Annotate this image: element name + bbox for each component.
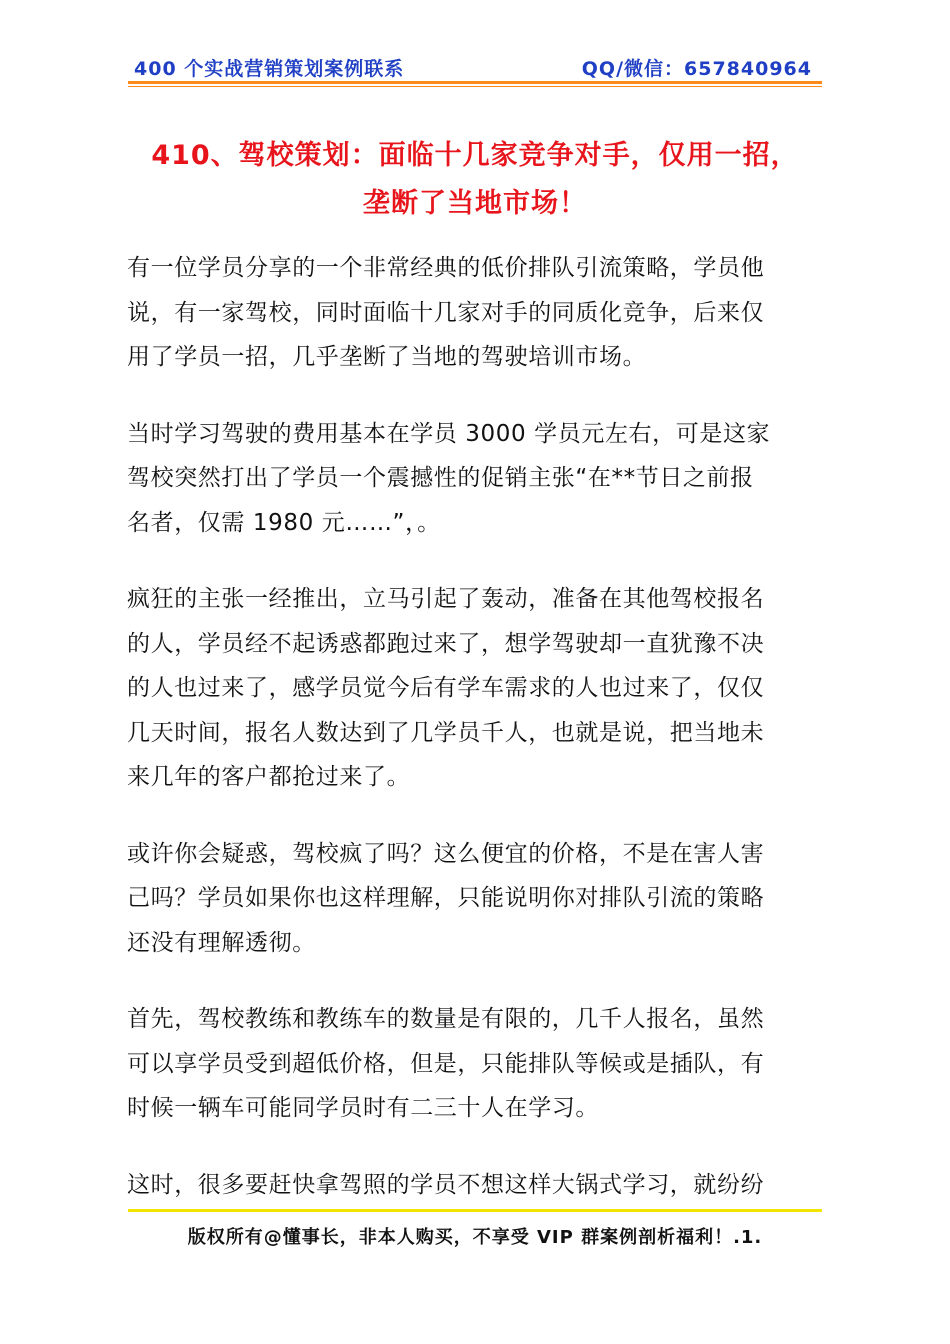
title-line-2: 垄断了当地市场！	[363, 188, 587, 219]
paragraph-line: 当时学习驾驶的费用基本在学员 3000 学员元左右，可是这家	[127, 420, 771, 447]
paragraph-3	[127, 577, 827, 800]
paragraph-line: 的人也过来了，感学员觉今后有学车需求的人也过来了，仅仅	[127, 675, 765, 701]
paragraph-line: 用了学员一招，几乎垄断了当地的驾驶培训市场。	[127, 344, 647, 370]
header-divider-thin	[128, 86, 822, 87]
title-line-1: 410、驾校策划：面临十几家竞争对手，仅用一招，	[151, 140, 799, 171]
header-contact-text: QQ/微信：657840964	[581, 58, 812, 80]
paragraph-line: 几天时间，报名人数达到了几学员千人，也就是说，把当地未	[127, 719, 765, 746]
paragraph-line: 首先，驾校教练和教练车的数量是有限的，几千人报名，虽然	[127, 1006, 765, 1032]
paragraph-line: 这时，很多要赶快拿驾照的学员不想这样大锅式学习，就纷纷	[127, 1171, 765, 1198]
paragraph-line: 说，有一家驾校，同时面临十几家对手的同质化竞争，后来仅	[127, 299, 765, 326]
paragraph-line: 驾校突然打出了学员一个震撼性的促销主张“在**节日之前报	[127, 465, 754, 491]
paragraph-line: 来几年的客户都抢过来了。	[127, 764, 411, 790]
header-divider-thick	[128, 81, 822, 84]
paragraph-line: 名者，仅需 1980 元……”，。	[127, 509, 441, 536]
paragraph-line: 还没有理解透彻。	[127, 929, 316, 956]
paragraph-6	[127, 1163, 827, 1208]
paragraph-1	[127, 246, 827, 380]
paragraph-line: 的人，学员经不起诱惑都跑过来了，想学驾驶却一直犹豫不决	[127, 630, 765, 657]
paragraph-line: 疯狂的主张一经推出，立马引起了轰动，准备在其他驾校报名	[127, 586, 765, 612]
paragraph-line: 己吗？学员如果你也这样理解，只能说明你对排队引流的策略	[127, 885, 765, 911]
paragraph-line: 或许你会疑惑，驾校疯了吗？这么便宜的价格，不是在害人害	[127, 840, 765, 867]
paragraph-line: 有一位学员分享的一个非常经典的低价排队引流策略，学员他	[127, 255, 765, 281]
page-header	[128, 50, 822, 86]
page-footer: 版权所有@懂事长，非本人购买，不享受 VIP 群案例剖析福利！.1.	[187, 1227, 763, 1248]
paragraph-line: 时候一辆车可能同学员时有二三十人在学习。	[127, 1095, 599, 1121]
paragraph-line: 可以享学员受到超低价格，但是，只能排队等候或是插队，有	[127, 1050, 765, 1077]
paragraph-4	[127, 832, 827, 966]
article-title	[120, 132, 830, 228]
header-left-text: 400 个实战营销策划案例联系	[134, 58, 405, 80]
paragraph-5	[127, 997, 827, 1131]
footer-divider	[128, 1209, 822, 1212]
article-body	[127, 246, 827, 1239]
paragraph-2	[127, 412, 827, 546]
